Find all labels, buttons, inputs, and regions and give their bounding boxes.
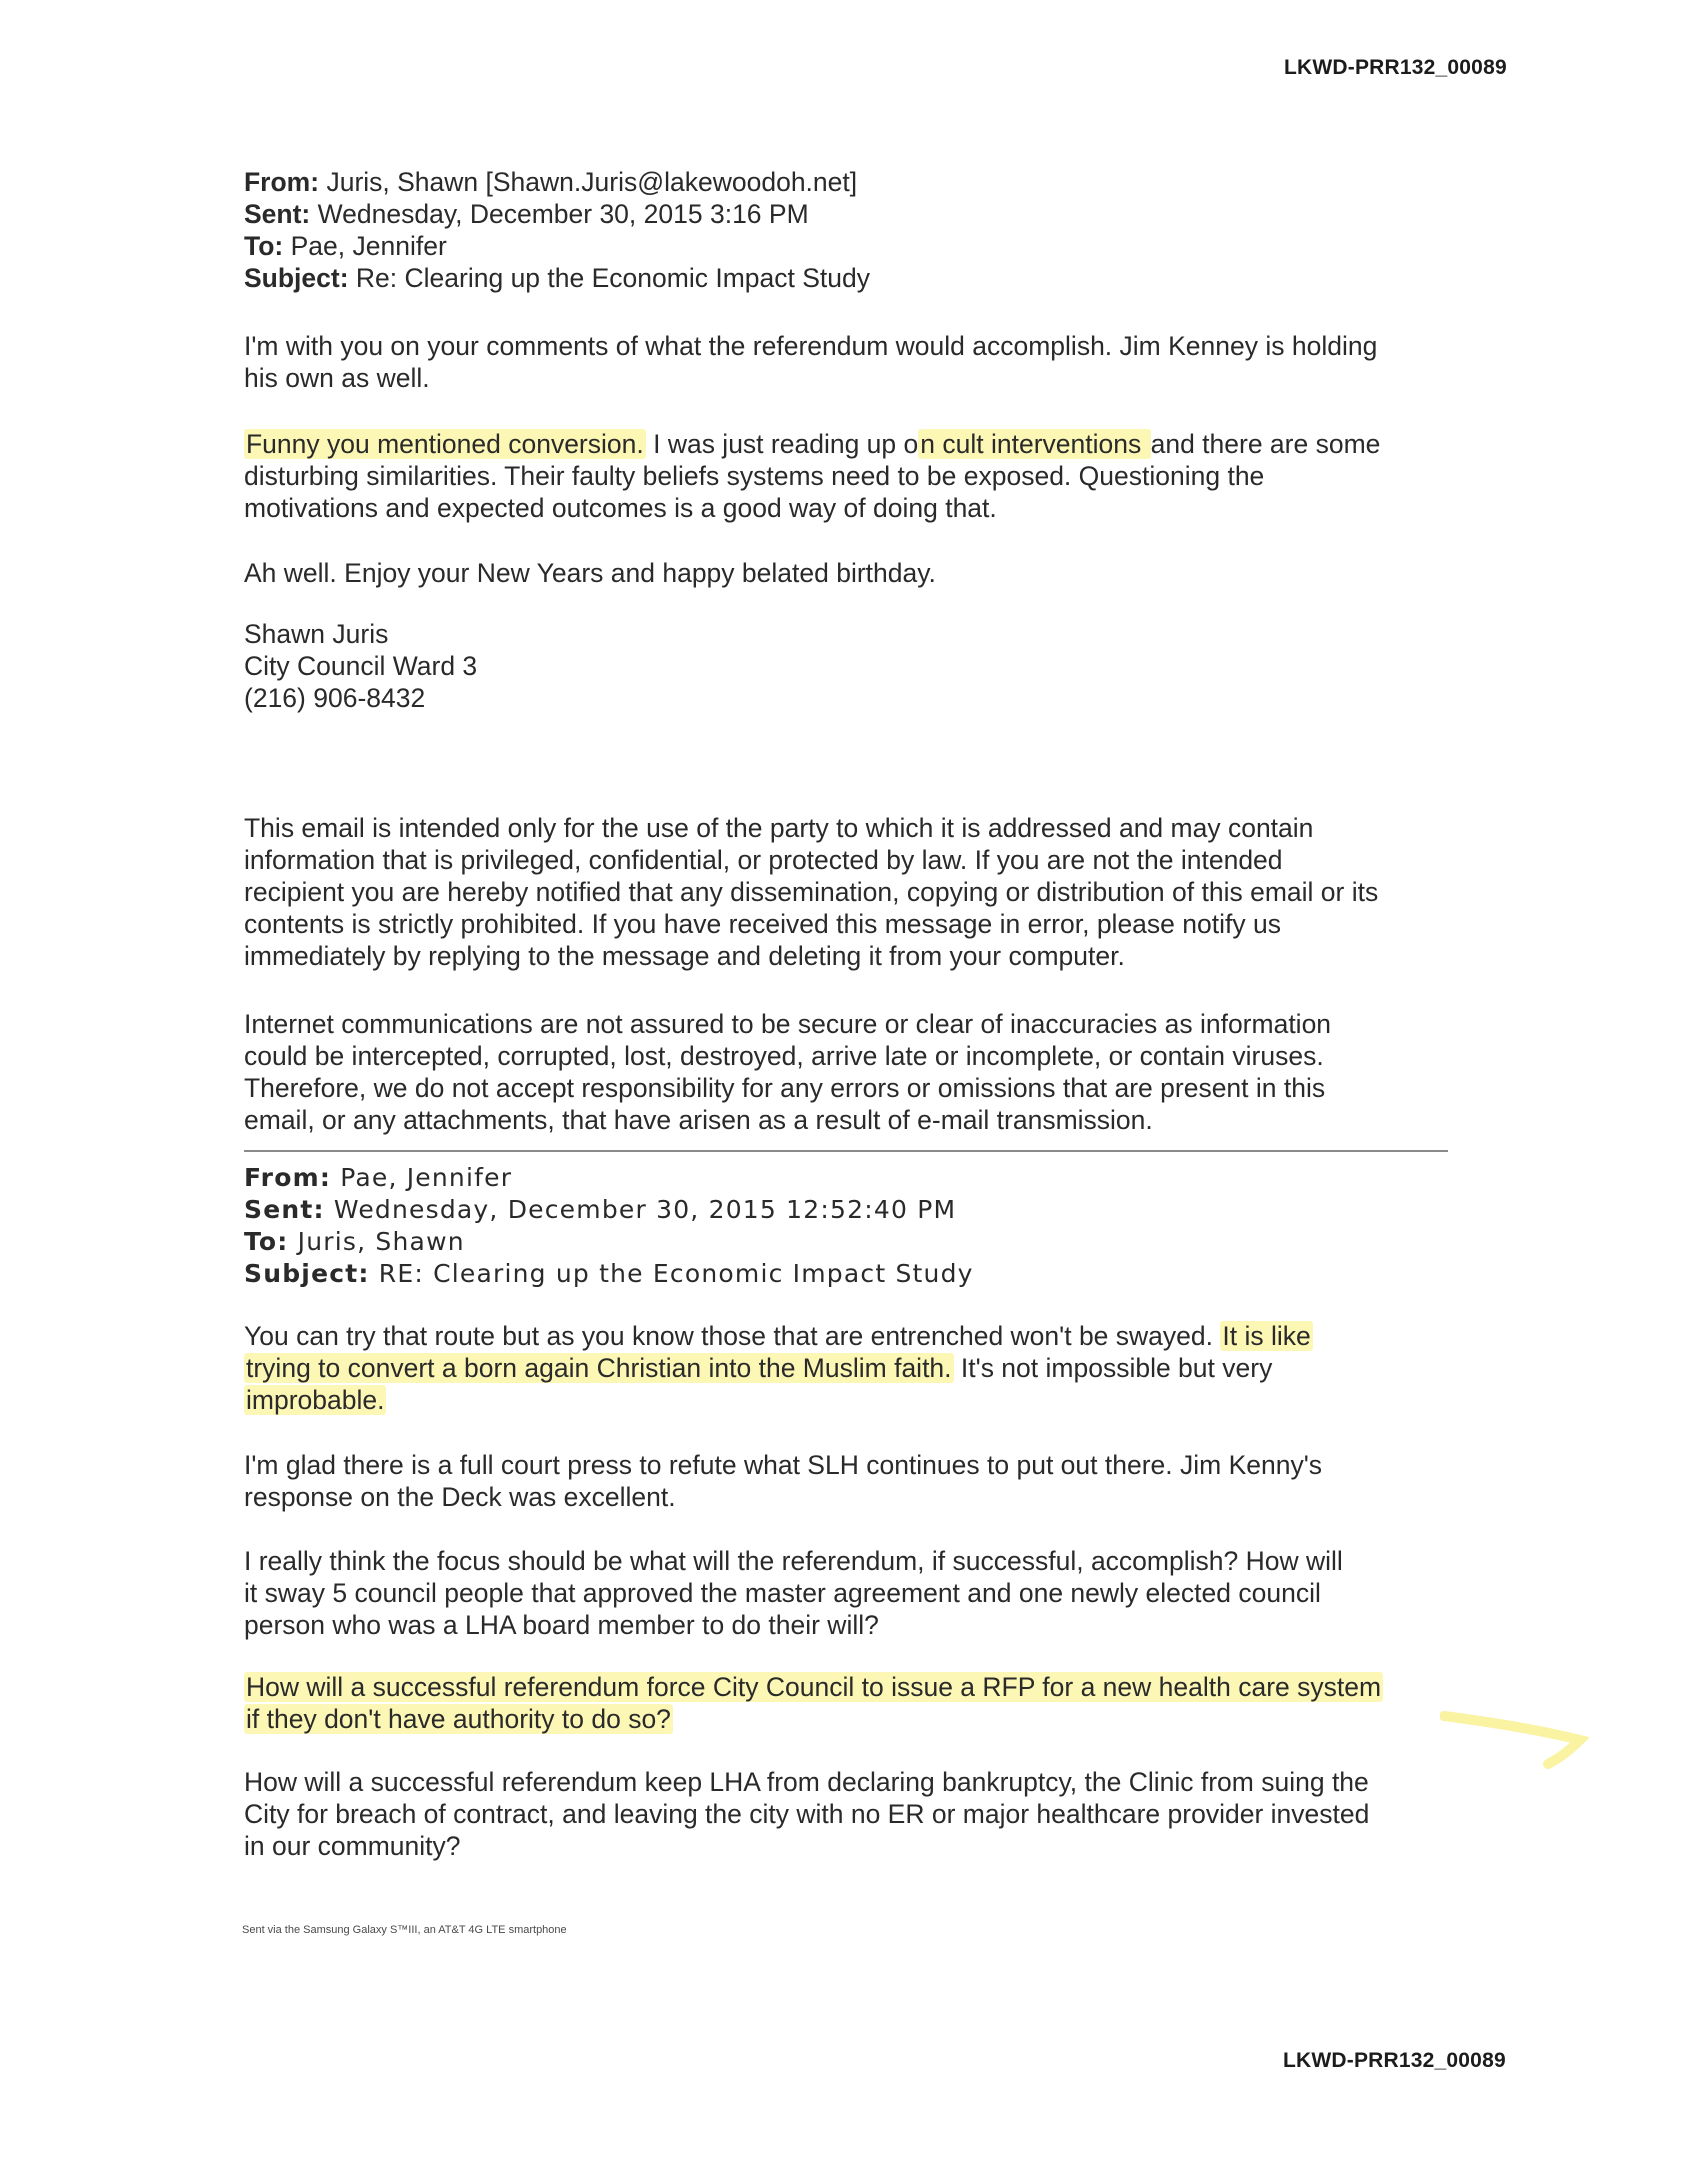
email1-from: From: Juris, Shawn [Shawn.Juris@lakewoodoh.net] xyxy=(244,167,858,197)
email2-subject: Subject: RE: Clearing up the Economic Impact Study xyxy=(244,1259,974,1288)
divider-line xyxy=(244,1150,1448,1152)
email2-paragraph-5: How will a successful referendum keep LHA from declaring bankruptcy, the Clinic from suing the City for breach of contract, and leaving the city with no ER or major healthcare provider invested in our community? xyxy=(244,1767,1370,1861)
highlight-it-is-like: It is like xyxy=(1222,1321,1311,1351)
email2-paragraph-3: I really think the focus should be what will the referendum, if successful, accomplish? How will it sway 5 council people that approved the master agreement and one newly elected council person who was a LHA board member to do their will? xyxy=(244,1546,1343,1640)
email2-to: To: Juris, Shawn xyxy=(244,1227,465,1256)
highlight-rfp-question-line2: if they don't have authority to do so? xyxy=(246,1704,671,1734)
highlight-cult-interventions: n cult interventions xyxy=(920,429,1149,459)
email1-to: To: Pae, Jennifer xyxy=(244,231,447,261)
email2-sent: Sent: Wednesday, December 30, 2015 12:52:40 PM xyxy=(244,1195,957,1224)
email1-subject: Subject: Re: Clearing up the Economic Impact Study xyxy=(244,263,870,293)
bates-number-bottom: LKWD-PRR132_00089 xyxy=(1283,2049,1506,2072)
highlight-conversion: Funny you mentioned conversion. xyxy=(246,429,644,459)
email2-paragraph-4 xyxy=(244,1671,1484,1735)
email1-paragraph-1: I'm with you on your comments of what the referendum would accomplish. Jim Kenney is holding his own as well. xyxy=(244,331,1378,393)
email1-paragraph-2: Funny you mentioned conversion. I was just reading up on cult interventions and there are some disturbing similarities. Their faulty beliefs systems need to be exposed. Questioning the motivations and expected outcomes is a good way of doing that. xyxy=(244,429,1381,523)
email1-paragraph-3: Ah well. Enjoy your New Years and happy belated birthday. xyxy=(244,558,936,588)
email2-header xyxy=(244,1162,1484,1290)
highlight-improbable: improbable. xyxy=(246,1385,385,1415)
highlighter-swoosh-mark xyxy=(1440,1700,1590,1770)
email1-signature: Shawn Juris City Council Ward 3 (216) 906-8432 xyxy=(244,619,478,713)
email1-sent: Sent: Wednesday, December 30, 2015 3:16 PM xyxy=(244,199,809,229)
email1-header xyxy=(244,166,1484,294)
highlight-convert-christian: trying to convert a born again Christian into the Muslim faith. xyxy=(246,1353,952,1383)
bates-number-top: LKWD-PRR132_00089 xyxy=(1284,56,1507,79)
email2-paragraph-1: You can try that route but as you know those that are entrenched won't be swayed. It is like trying to convert a born again Christian into the Muslim faith. It's not impossible but very improbable. xyxy=(244,1321,1311,1415)
email1-disclaimer-2: Internet communications are not assured to be secure or clear of inaccuracies as information could be intercepted, corrupted, lost, destroyed, arrive late or incomplete, or contain viruses. Therefore, we do not accept responsibility for any errors or omissions that are present in this email, or any attachments, that have arisen as a result of e-mail transmission. xyxy=(244,1009,1332,1135)
email1-disclaimer-1: This email is intended only for the use of the party to which it is addressed and may contain information that is privileged, confidential, or protected by law. If you are not the intended recipient you are hereby notified that any dissemination, copying or distribution of this email or its contents is strictly prohibited. If you have received this message in error, please notify us immediately by replying to the message and deleting it from your computer. xyxy=(244,813,1379,971)
email2-paragraph-2: I'm glad there is a full court press to refute what SLH continues to put out there. Jim Kenny's response on the Deck was excellent. xyxy=(244,1450,1323,1512)
sent-via-note: Sent via the Samsung Galaxy S™III, an AT&T 4G LTE smartphone xyxy=(242,1924,567,1936)
email2-from: From: Pae, Jennifer xyxy=(244,1163,513,1192)
highlight-rfp-question-line1: How will a successful referendum force City Council to issue a RFP for a new health care system xyxy=(246,1672,1382,1702)
